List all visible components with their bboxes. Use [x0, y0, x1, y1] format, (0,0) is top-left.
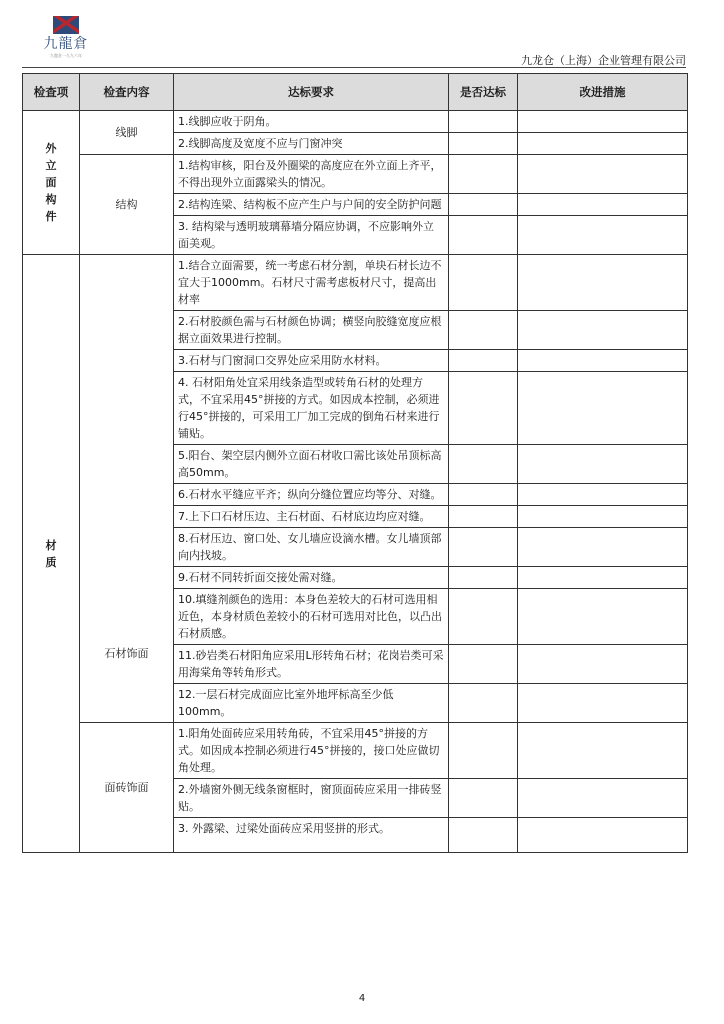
improvement-cell[interactable] — [518, 255, 688, 311]
logo-text: 九龍倉 — [43, 36, 89, 52]
improvement-cell[interactable] — [518, 484, 688, 506]
improvement-cell[interactable] — [518, 155, 688, 194]
col-header-requirement: 达标要求 — [174, 74, 449, 111]
requirement-cell: 1.结构审核，阳台及外圈梁的高度应在外立面上齐平，不得出现外立面露梁头的情况。 — [174, 155, 449, 194]
requirement-cell: 3. 结构梁与透明玻璃幕墙分隔应协调，不应影响外立面美观。 — [174, 216, 449, 255]
improvement-cell[interactable] — [518, 684, 688, 723]
compliance-cell[interactable] — [449, 684, 518, 723]
compliance-cell[interactable] — [449, 779, 518, 818]
requirement-cell: 8.石材压边、窗口处、女儿墙应设滴水槽。女儿墙顶部向内找坡。 — [174, 528, 449, 567]
requirement-cell: 10.填缝剂颜色的选用：本身色差较大的石材可选用相近色，本身材质色差较小的石材可选用对比色，以凸出石材质感。 — [174, 589, 449, 645]
compliance-cell[interactable] — [449, 484, 518, 506]
compliance-cell[interactable] — [449, 506, 518, 528]
improvement-cell[interactable] — [518, 372, 688, 445]
improvement-cell[interactable] — [518, 311, 688, 350]
compliance-cell[interactable] — [449, 528, 518, 567]
compliance-cell[interactable] — [449, 589, 518, 645]
compliance-cell[interactable] — [449, 194, 518, 216]
requirement-cell: 9.石材不同转折面交接处需对缝。 — [174, 567, 449, 589]
table-row — [23, 111, 688, 133]
requirement-cell: 2.石材胶颜色需与石材颜色协调；横竖向胶缝宽度应根据立面效果进行控制。 — [174, 311, 449, 350]
compliance-cell[interactable] — [449, 255, 518, 311]
requirement-cell: 3.石材与门窗洞口交界处应采用防水材料。 — [174, 350, 449, 372]
compliance-cell[interactable] — [449, 111, 518, 133]
requirement-cell: 12.一层石材完成面应比室外地坪标高至少低100mm。 — [174, 684, 449, 723]
improvement-cell[interactable] — [518, 506, 688, 528]
improvement-cell[interactable] — [518, 133, 688, 155]
page-number: 4 — [358, 993, 366, 1004]
compliance-cell[interactable] — [449, 372, 518, 445]
requirement-cell: 7.上下口石材压边、主石材面、石材底边均应对缝。 — [174, 506, 449, 528]
table-row — [23, 723, 688, 779]
improvement-cell[interactable] — [518, 528, 688, 567]
category-facade-components: 外 立 面 构 件 — [23, 111, 80, 255]
inspection-table — [22, 73, 688, 853]
col-header-item: 检查项 — [23, 74, 80, 111]
table-row — [23, 155, 688, 194]
requirement-cell: 3. 外露梁、过梁处面砖应采用竖拼的形式。 — [174, 818, 449, 853]
category-material: 材 质 — [23, 255, 80, 853]
improvement-cell[interactable] — [518, 194, 688, 216]
improvement-cell[interactable] — [518, 350, 688, 372]
logo-tagline: 九龍倉一九九六年 — [50, 53, 82, 58]
col-header-compliant: 是否达标 — [449, 74, 518, 111]
improvement-cell[interactable] — [518, 723, 688, 779]
compliance-cell[interactable] — [449, 723, 518, 779]
col-header-improvement: 改进措施 — [518, 74, 688, 111]
requirement-cell: 1.线脚应收于阴角。 — [174, 111, 449, 133]
table-header-row — [23, 74, 688, 111]
requirement-cell: 1.结合立面需要，统一考虑石材分割，单块石材长边不宜大于1000mm。石材尺寸需考虑板材尺寸，提高出材率 — [174, 255, 449, 311]
col-header-content: 检查内容 — [80, 74, 174, 111]
improvement-cell[interactable] — [518, 216, 688, 255]
requirement-cell: 5.阳台、架空层内侧外立面石材收口需比该处吊顶标高高50mm。 — [174, 445, 449, 484]
logo-emblem-icon — [53, 16, 79, 34]
subcategory-stone-facing: 石材饰面 — [80, 255, 174, 723]
improvement-cell[interactable] — [518, 567, 688, 589]
compliance-cell[interactable] — [449, 350, 518, 372]
compliance-cell[interactable] — [449, 567, 518, 589]
compliance-cell[interactable] — [449, 155, 518, 194]
compliance-cell[interactable] — [449, 645, 518, 684]
subcategory-moulding: 线脚 — [80, 111, 174, 155]
improvement-cell[interactable] — [518, 445, 688, 484]
company-name: 九龙仓（上海）企业管理有限公司 — [521, 54, 686, 67]
subcategory-structure: 结构 — [80, 155, 174, 255]
compliance-cell[interactable] — [449, 216, 518, 255]
improvement-cell[interactable] — [518, 645, 688, 684]
header-rule — [22, 67, 686, 68]
compliance-cell[interactable] — [449, 133, 518, 155]
compliance-cell[interactable] — [449, 311, 518, 350]
subcategory-tile-facing: 面砖饰面 — [80, 723, 174, 853]
improvement-cell[interactable] — [518, 818, 688, 853]
requirement-cell: 1.阳角处面砖应采用转角砖，不宜采用45°拼接的方式。如因成本控制必须进行45°拼接的，接口处应做切角处理。 — [174, 723, 449, 779]
requirement-cell: 4. 石材阳角处宜采用线条造型或转角石材的处理方式，不宜采用45°拼接的方式。如因成本控制，必须进行45°拼接的，可采用工厂加工完成的倒角石材来进行铺贴。 — [174, 372, 449, 445]
requirement-cell: 2.线脚高度及宽度不应与门窗冲突 — [174, 133, 449, 155]
requirement-cell: 2.结构连梁、结构板不应产生户与户间的安全防护问题 — [174, 194, 449, 216]
improvement-cell[interactable] — [518, 589, 688, 645]
compliance-cell[interactable] — [449, 818, 518, 853]
requirement-cell: 2.外墙窗外侧无线条窗框时，窗顶面砖应采用一排砖竖贴。 — [174, 779, 449, 818]
requirement-cell: 6.石材水平缝应平齐；纵向分缝位置应均等分、对缝。 — [174, 484, 449, 506]
table-row — [23, 255, 688, 311]
requirement-cell: 11.砂岩类石材阳角应采用L形转角石材；花岗岩类可采用海棠角等转角形式。 — [174, 645, 449, 684]
compliance-cell[interactable] — [449, 445, 518, 484]
improvement-cell[interactable] — [518, 779, 688, 818]
company-logo — [28, 16, 104, 59]
improvement-cell[interactable] — [518, 111, 688, 133]
